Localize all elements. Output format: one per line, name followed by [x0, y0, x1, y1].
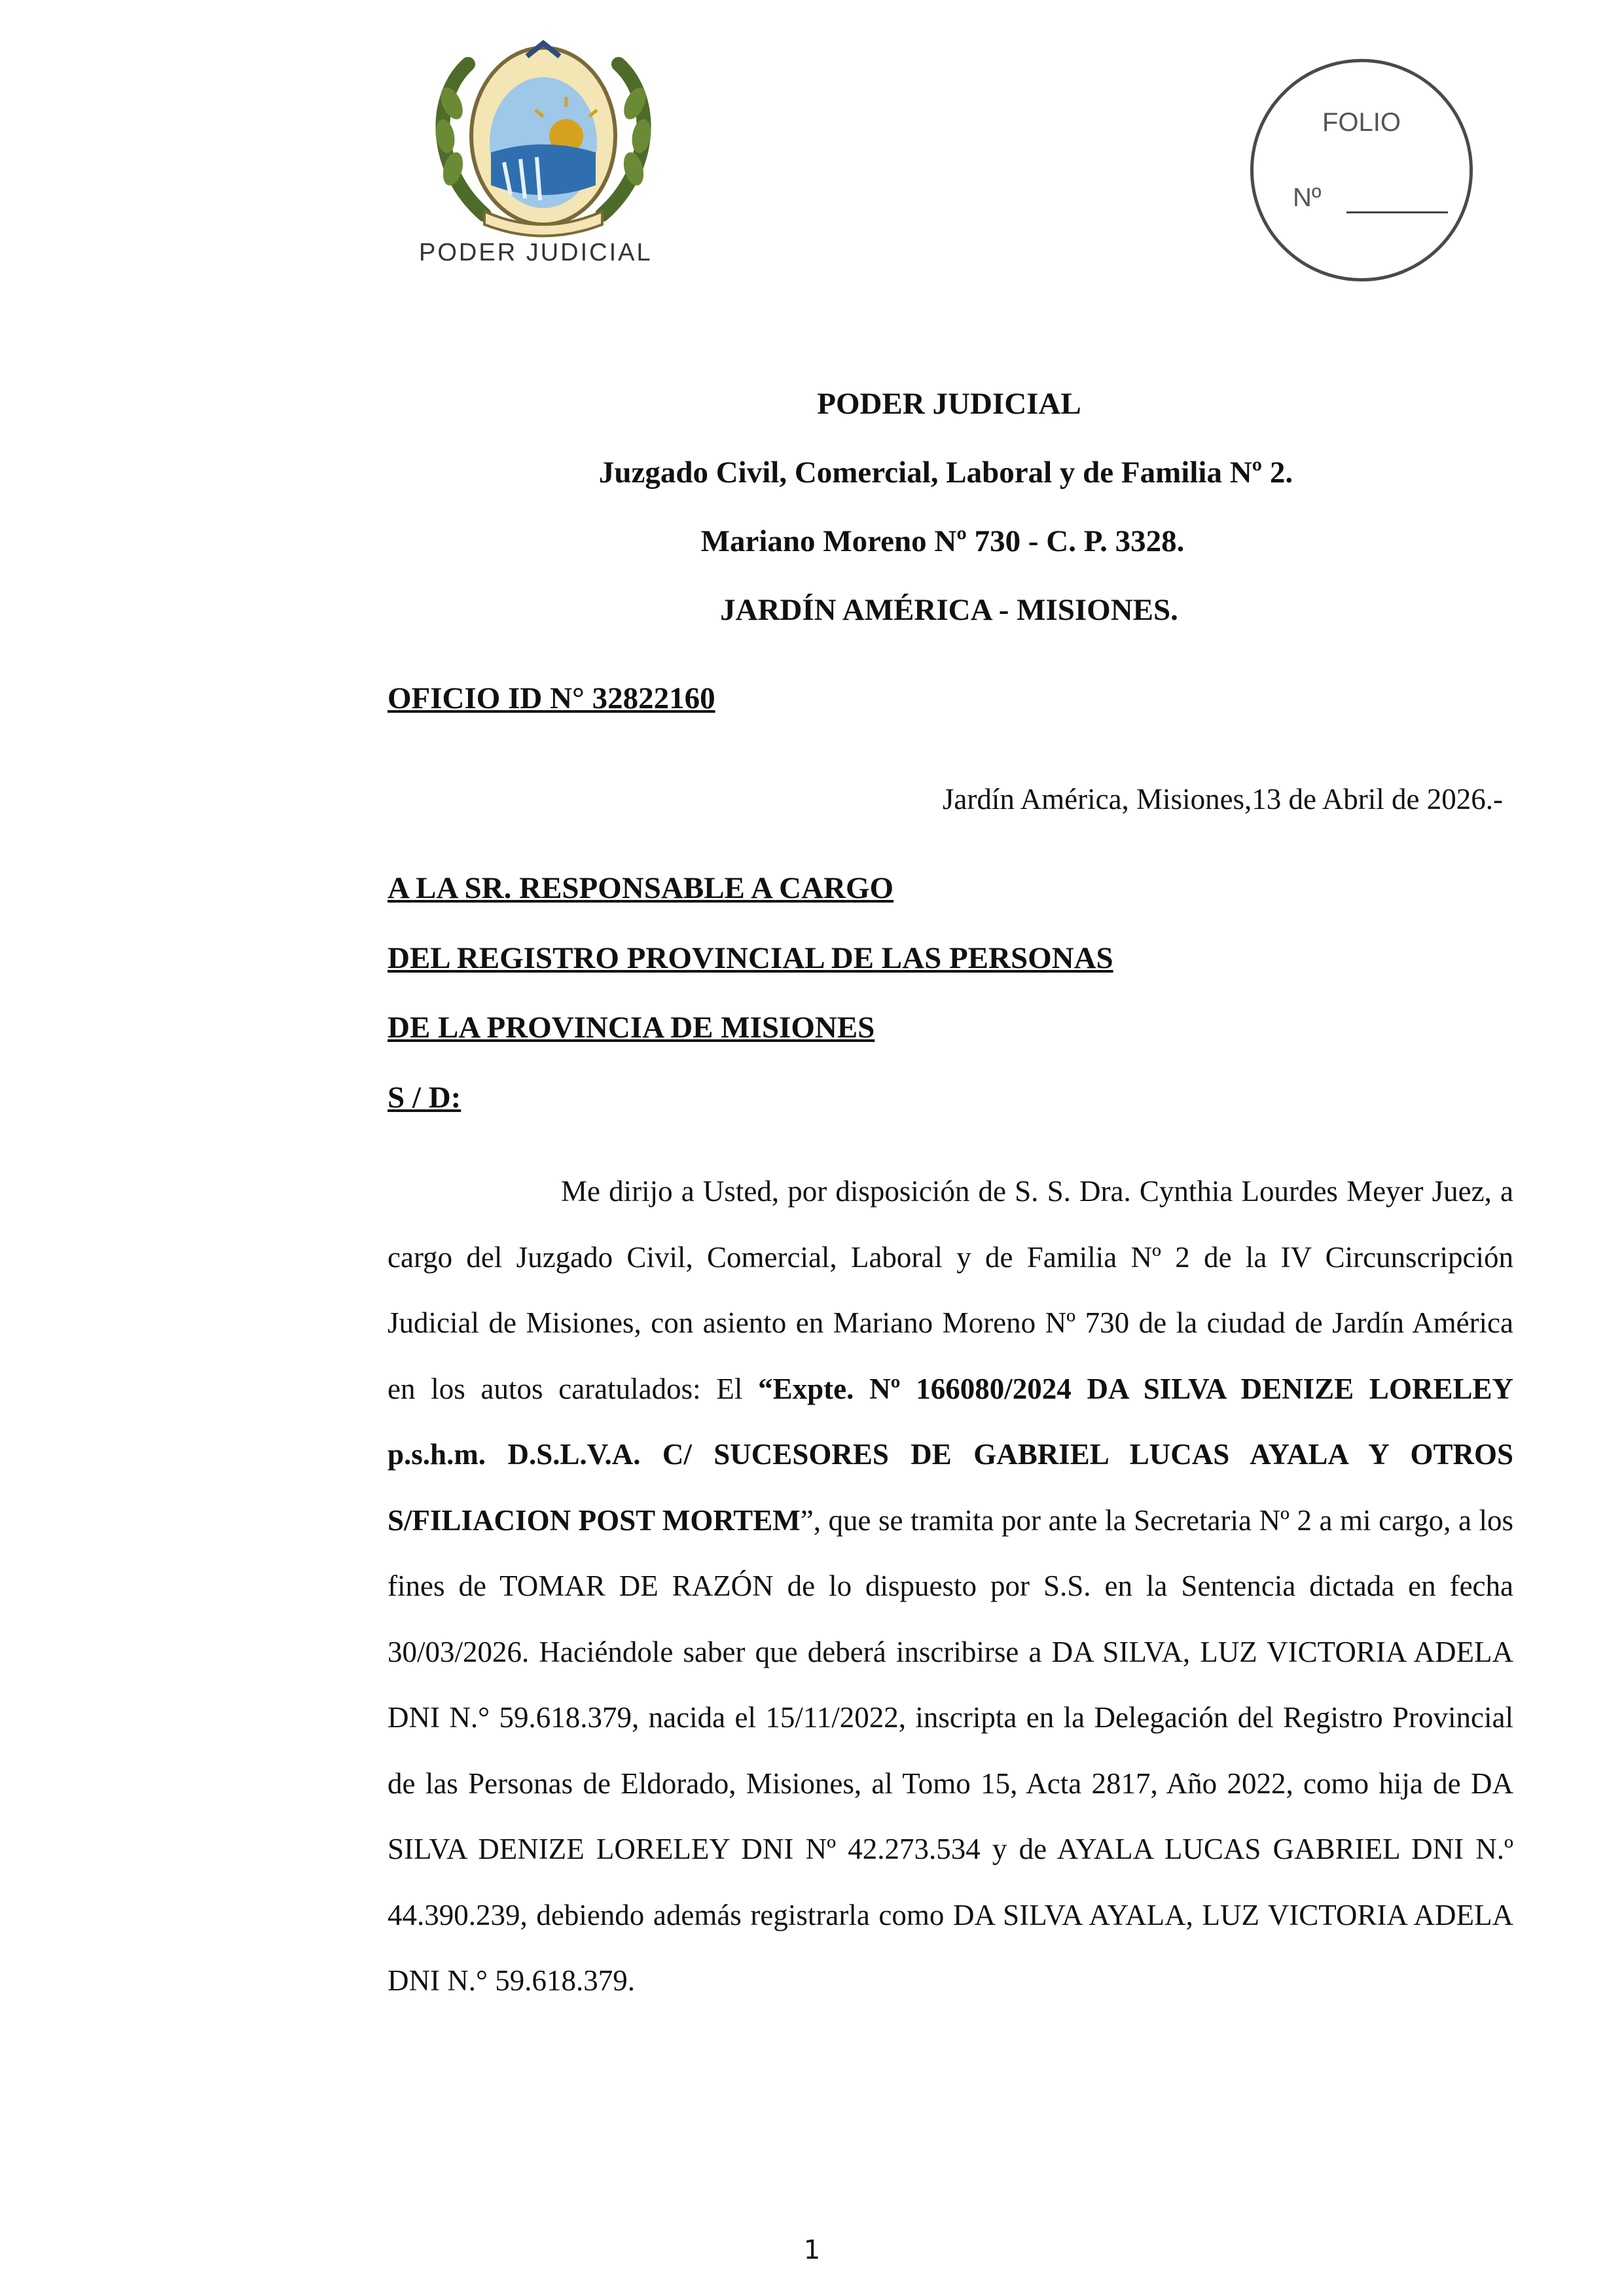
heading-court: Juzgado Civil, Comercial, Laboral y de Familia Nº 2.	[598, 456, 1293, 490]
folio-stamp	[1250, 59, 1473, 281]
misiones-coat-of-arms-icon	[406, 38, 681, 241]
salutation: S / D:	[388, 1081, 461, 1115]
body-text-main: ”, que se tramita por ante la Secretaria Nº 2 a mi cargo, a los fines de TOMAR DE RAZÓN de lo dispuesto por S.S. en la Sentencia dictada en fecha 30/03/2026. Haciéndole saber que deberá inscribirse a DA SILVA, LUZ VICTORIA ADELA DNI N.° 59.618.379, nacida el 15/11/2022, inscripta en la Delegación del Registro Provincial de las Personas de Eldorado, Misiones, al Tomo 15, Acta 2817, Año 2022, como hija de DA SILVA DENIZE LORELEY DNI Nº 42.273.534 y de AYALA LUCAS GABRIEL DNI N.º 44.390.239, debiendo además registrarla como DA SILVA AYALA, LUZ VICTORIA ADELA DNI N.° 59.618.379.	[388, 1503, 1513, 1997]
addressee-line: DEL REGISTRO PROVINCIAL DE LAS PERSONAS	[388, 941, 1113, 975]
heading-address: Mariano Moreno Nº 730 - C. P. 3328.	[700, 524, 1185, 558]
folio-number-blank	[1346, 211, 1448, 213]
case-title: “Expte. Nº 166080/2024 DA SILVA DENIZE LORELEY p.s.h.m. D.S.L.V.A. C/ SUCESORES DE GABRIEL LUCAS AYALA Y OTROS S/FILIACION POST MORTEM	[388, 1372, 1513, 1537]
page-number: 1	[803, 2235, 821, 2265]
oficio-id: OFICIO ID N° 32822160	[388, 681, 715, 715]
addressee-line: A LA SR. RESPONSABLE A CARGO	[388, 871, 894, 905]
heading-city: JARDÍN AMÉRICA - MISIONES.	[720, 593, 1178, 627]
folio-number-label: Nº	[1293, 183, 1322, 212]
folio-label: FOLIO	[1322, 108, 1401, 137]
addressee-line: DE LA PROVINCIA DE MISIONES	[388, 1011, 875, 1045]
heading-title: PODER JUDICIAL	[817, 387, 1081, 421]
body-text-intro: Me dirijo a Usted, por disposición de S. S. Dra. Cynthia Lourdes Meyer Juez, a cargo del Juzgado Civil, Comercial, Laboral y de Familia Nº 2 de la IV Circunscripción Judicial de Misiones, con asiento en Mariano Moreno Nº 730 de la ciudad de Jardín América en los autos caratulados: El	[388, 1175, 1513, 1405]
body-paragraph	[388, 1158, 1513, 2014]
date-line: Jardín América, Misiones,13 de Abril de 2026.-	[942, 783, 1503, 816]
emblem-caption: PODER JUDICIAL	[419, 239, 653, 266]
